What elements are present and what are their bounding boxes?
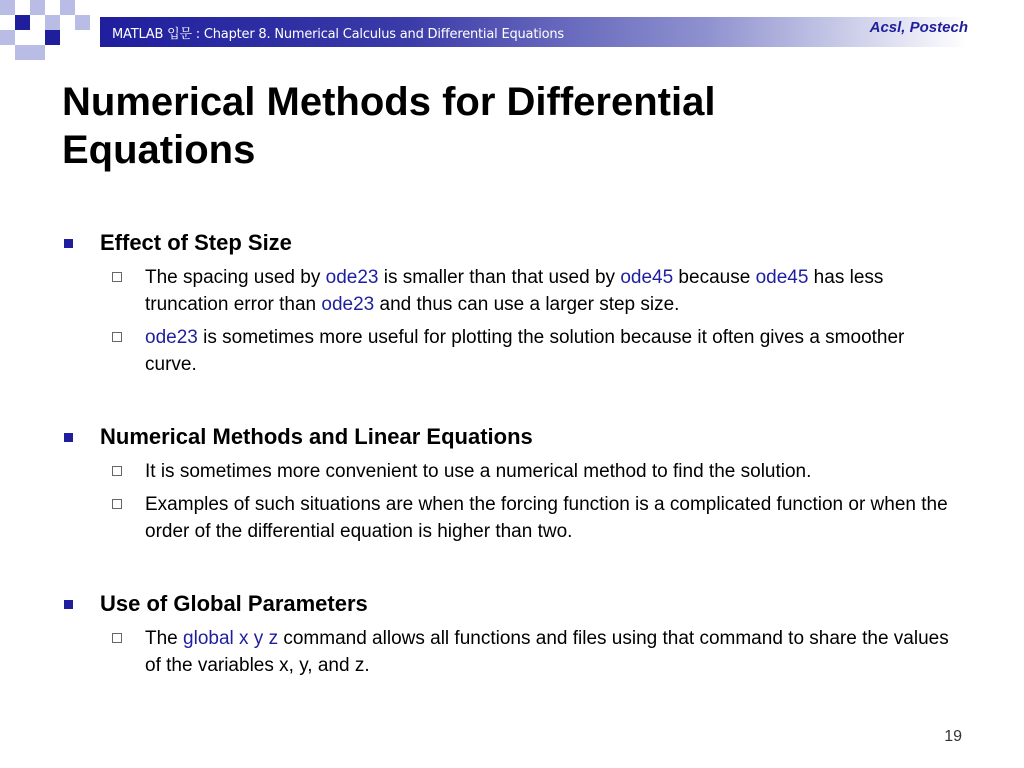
section-heading [62, 422, 962, 452]
slide-title-line2: Equations [62, 128, 256, 172]
bullet-item [62, 264, 955, 318]
section-heading-text: Use of Global Parameters [100, 591, 368, 616]
organization-label: Acsl, Postech [869, 19, 968, 36]
bullet-text: is smaller than that used by [378, 267, 621, 288]
slide-title [62, 78, 962, 174]
bullet-text: and thus can use a larger step size. [374, 294, 680, 315]
slide-title-line1: Numerical Methods for Differential [62, 80, 716, 124]
bullet-text: command allows all functions and files using that command to share the values of the variables x, y, and z. [145, 628, 949, 676]
bullet-text: is sometimes more useful for plotting the solution because it often gives a smoother curve. [145, 327, 905, 375]
slide-content [62, 228, 962, 679]
course-title: MATLAB 입문 : Chapter 8. Numerical Calculus and Differential Equations [112, 27, 564, 42]
decor-square [45, 30, 60, 45]
square-bullet-icon [64, 239, 73, 248]
code-keyword: ode45 [620, 267, 674, 288]
decor-square [30, 0, 45, 15]
decor-square [15, 15, 30, 30]
hollow-square-bullet-icon [112, 466, 122, 476]
bullet-item [62, 625, 955, 679]
code-keyword: ode23 [325, 267, 379, 288]
bullet-text: because [673, 267, 756, 288]
decor-square [60, 0, 75, 15]
hollow-square-bullet-icon [112, 633, 122, 643]
decor-square [0, 0, 15, 15]
code-keyword: ode23 [145, 327, 198, 348]
bullet-text: It is sometimes more convenient to use a numerical method to find the solution. [145, 461, 812, 482]
code-keyword: ode45 [755, 267, 809, 288]
hollow-square-bullet-icon [112, 332, 122, 342]
section-gap [62, 378, 962, 422]
decor-square [15, 45, 30, 60]
decor-square [30, 45, 45, 60]
code-keyword: global x y z [183, 628, 279, 649]
page-number: 19 [944, 728, 962, 745]
section-heading-text: Effect of Step Size [100, 230, 292, 255]
bullet-item [62, 458, 955, 485]
bullet-item [62, 324, 955, 378]
decor-square [0, 30, 15, 45]
decor-square [45, 15, 60, 30]
bullet-text: Examples of such situations are when the forcing function is a complicated function or when the order of the differential equation is higher than two. [145, 494, 948, 542]
code-keyword: ode23 [321, 294, 375, 315]
section-heading-text: Numerical Methods and Linear Equations [100, 424, 533, 449]
hollow-square-bullet-icon [112, 499, 122, 509]
square-bullet-icon [64, 600, 73, 609]
bullet-text: The spacing used by [145, 267, 326, 288]
square-bullet-icon [64, 433, 73, 442]
bullet-text: has less truncation error than [145, 267, 884, 315]
hollow-square-bullet-icon [112, 272, 122, 282]
section-gap [62, 545, 962, 589]
decor-square [75, 15, 90, 30]
bullet-item [62, 491, 955, 545]
section-heading [62, 228, 962, 258]
section-heading [62, 589, 962, 619]
bullet-text: The [145, 628, 184, 649]
